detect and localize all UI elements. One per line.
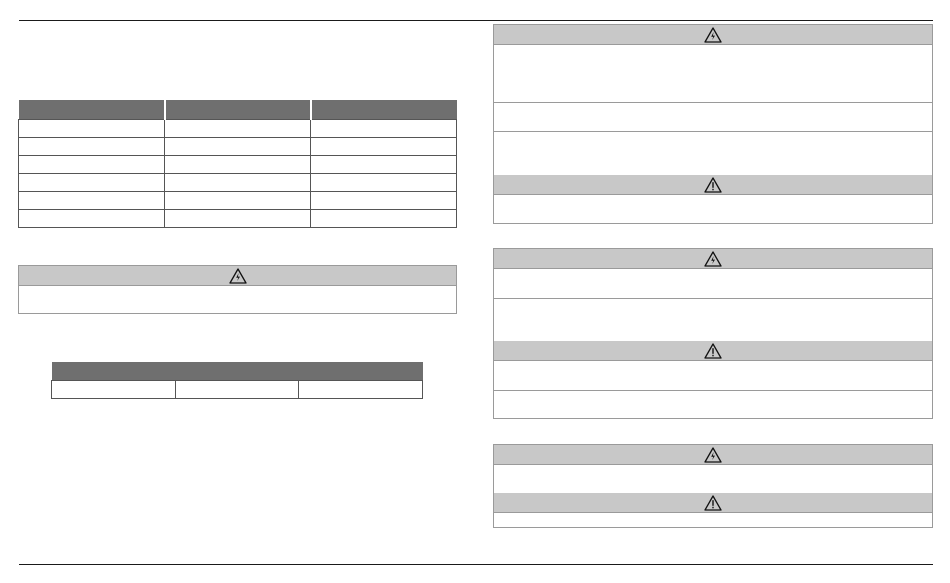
table-header-row bbox=[52, 362, 423, 381]
table-row bbox=[19, 156, 457, 174]
table-cell bbox=[311, 174, 457, 192]
warning-header bbox=[494, 445, 932, 464]
table-cell bbox=[311, 120, 457, 138]
table-row bbox=[52, 381, 423, 399]
warning-body bbox=[494, 512, 932, 527]
table-cell bbox=[19, 138, 165, 156]
table-cell bbox=[19, 174, 165, 192]
table-header-row bbox=[19, 100, 457, 120]
spec-table bbox=[18, 100, 457, 228]
warning-body bbox=[494, 464, 932, 493]
safety-warning-box bbox=[493, 24, 933, 224]
warning-body bbox=[494, 102, 932, 131]
table-header-cell bbox=[165, 100, 311, 120]
table-cell bbox=[19, 120, 165, 138]
table-cell bbox=[299, 381, 423, 399]
small-table bbox=[51, 362, 423, 399]
top-rule bbox=[19, 20, 933, 21]
high-voltage-warning-icon bbox=[229, 268, 247, 284]
table-cell bbox=[311, 192, 457, 210]
high-voltage-warning-icon bbox=[704, 251, 722, 267]
table-header-cell bbox=[311, 100, 457, 120]
warning-body bbox=[494, 44, 932, 102]
table-row bbox=[19, 174, 457, 192]
general-warning-icon bbox=[704, 495, 722, 511]
table-cell bbox=[165, 174, 311, 192]
table-cell bbox=[52, 381, 176, 399]
safety-warning-box bbox=[493, 444, 933, 528]
table-cell bbox=[165, 120, 311, 138]
table-cell bbox=[165, 138, 311, 156]
general-warning-icon bbox=[704, 177, 722, 193]
warning-header bbox=[494, 249, 932, 268]
table-cell bbox=[311, 138, 457, 156]
electrical-warning-box bbox=[18, 265, 457, 314]
warning-body bbox=[494, 268, 932, 298]
table-cell bbox=[19, 210, 165, 228]
table-cell bbox=[165, 210, 311, 228]
table-cell bbox=[19, 192, 165, 210]
table-row bbox=[19, 210, 457, 228]
safety-warning-box bbox=[493, 248, 933, 419]
table-cell bbox=[165, 192, 311, 210]
warning-body bbox=[19, 285, 456, 314]
table-cell bbox=[311, 156, 457, 174]
warning-header bbox=[494, 175, 932, 194]
table-row bbox=[19, 192, 457, 210]
table-cell bbox=[165, 156, 311, 174]
high-voltage-warning-icon bbox=[704, 27, 722, 43]
warning-body bbox=[494, 131, 932, 175]
table-header-cell bbox=[52, 362, 423, 381]
table-cell bbox=[19, 156, 165, 174]
table-row bbox=[19, 120, 457, 138]
warning-header bbox=[494, 493, 932, 512]
warning-body bbox=[494, 390, 932, 419]
warning-body bbox=[494, 360, 932, 390]
general-warning-icon bbox=[704, 343, 722, 359]
warning-header bbox=[494, 341, 932, 360]
warning-body bbox=[494, 298, 932, 341]
bottom-rule bbox=[19, 564, 933, 565]
warning-header bbox=[494, 25, 932, 44]
warning-body bbox=[494, 194, 932, 223]
high-voltage-warning-icon bbox=[704, 447, 722, 463]
table-row bbox=[19, 138, 457, 156]
table-cell bbox=[311, 210, 457, 228]
table-cell bbox=[175, 381, 299, 399]
warning-header bbox=[19, 266, 456, 285]
table-header-cell bbox=[19, 100, 165, 120]
